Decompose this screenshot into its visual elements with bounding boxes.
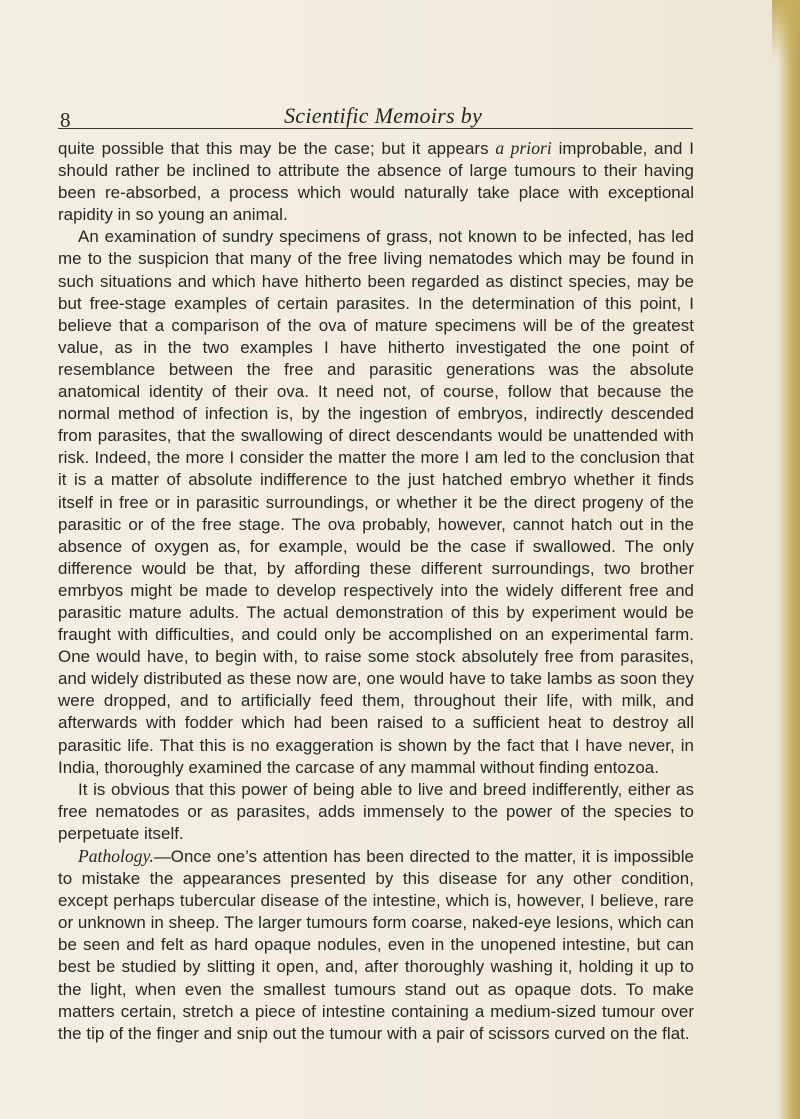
page-number: 8	[60, 108, 71, 132]
body-text	[58, 137, 694, 1045]
paragraph	[58, 845, 694, 1045]
page-header	[60, 100, 710, 130]
paragraph-text: quite possible that this may be the case; but it appears	[58, 139, 496, 158]
page-edge-stain	[772, 0, 800, 60]
header-rule	[58, 128, 693, 129]
paragraph	[58, 779, 694, 845]
paragraph-text: —Once one’s attention has been directed to the matter, it is impossible to mistake the appearances presented by this disease for any other condition, except perhaps tubercular disease of the intestine, which is, however, I believe, rare or unknown in sheep. The larger tumours form coarse, naked-eye lesions, which can be seen and felt as hard opaque nodules, even in the unopened intestine, but can best be studied by slitting it open, and, after thoroughly washing it, holding it up to the light, when even the smallest tumours stand out as opaque dots. To make matters certain, stretch a piece of intestine containing a medium-sized tumour over the tip of the finger and snip out the tumour with a pair of scissors curved on the flat.	[58, 847, 694, 1043]
paragraph	[58, 137, 694, 226]
paragraph	[58, 226, 694, 778]
italic-text: Pathology.	[78, 846, 154, 866]
page-edge-shadow	[778, 0, 800, 1119]
italic-text: a priori	[495, 138, 552, 158]
running-head: Scientific Memoirs by	[284, 103, 483, 128]
paragraph-text: It is obvious that this power of being able to live and breed indifferently, either as free nematodes or as parasites, adds immensely to the power of the species to perpetuate itself.	[58, 779, 694, 843]
paragraph-text: An examination of sundry specimens of grass, not known to be infected, has led me to the suspicion that many of the free living nematodes which may be found in such situations and which have hitherto been regarded as distinct species, may be but free-stage examples of certain parasites. In the determination of this point, I believe that a comparison of the ova of mature specimens will be of the greatest value, as in the two examples I have hitherto investigated the one point of resemblance between the free and parasitic generations was the absolute anatomical identity of their ova. It need not, of course, follow that because the normal method of infection is, by the ingestion of embryos, indirectly descended from parasites, that the swallowing of direct descendants would be unattended with risk. Indeed, the more I consider the matter the more I am led to the conclusion that it is a matter of absolute indifference to the just hatched embryo whether it finds itself in free or in parasitic surroundings, or whether it be the direct progeny of the parasitic or of the free stage. The ova probably, however, cannot hatch out in the absence of oxygen as, for example, would be the case if swallowed. The only difference would be that, by affording these different surroundings, two brother emrbyos might be made to develop respectively into the widely different free and parasitic mature adults. The actual demonstration of this by experiment would be fraught with difficulties, and could only be accomplished on an experimental farm. One would have, to begin with, to raise some stock absolutely free from parasites, and widely distributed as these now are, one would have to take lambs as soon they were dropped, and to artificially feed them, throughout their life, with milk, and afterwards with fodder which had been raised to a sufficient heat to destroy all parasitic life. That this is no exaggeration is shown by the fact that I have never, in India, thoroughly examined the carcase of any mammal without finding entozoa.	[58, 227, 694, 777]
paragraph-text: improbable, and I should rather be inclined to attribute the absence of large tumours to their having been re-absorbed, a process which would naturally take place with exceptional rapidity in so young an animal.	[58, 139, 694, 225]
